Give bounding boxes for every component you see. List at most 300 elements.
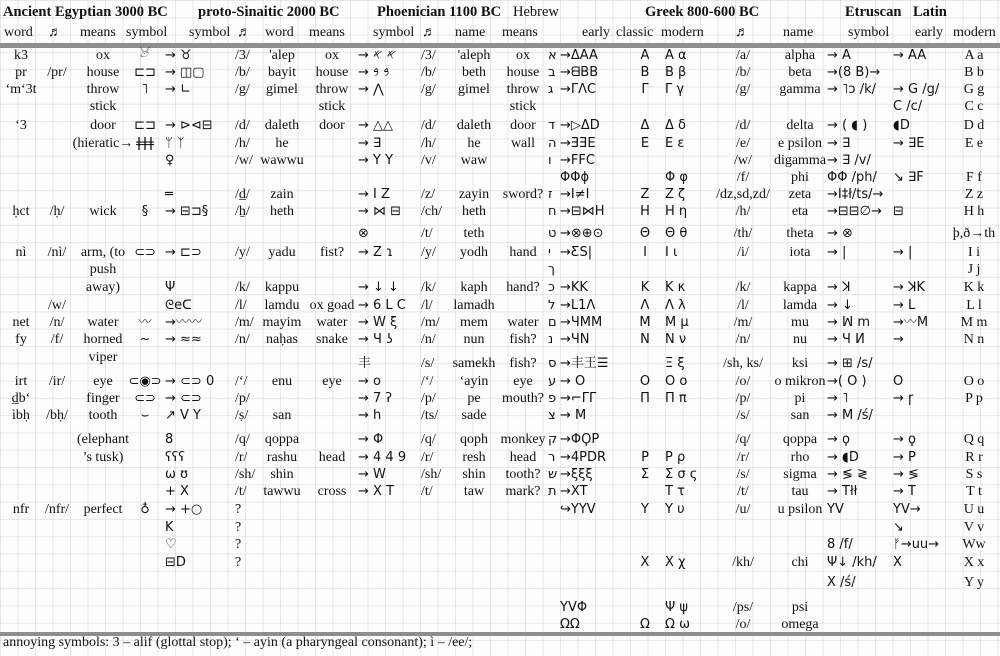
et-symbol-icon: → M /ś/ [827, 408, 873, 423]
header-ps-means: means [309, 25, 345, 40]
ps-sound: /k/ [235, 280, 250, 295]
table-row [0, 117, 1000, 134]
table-row [0, 373, 1000, 390]
ps-symbol-icon: → ⊟⊐§ [165, 204, 209, 219]
table-row [0, 407, 1000, 424]
et-symbol-icon: → ˥ [827, 391, 849, 406]
he-name: ‘ayin [459, 374, 489, 389]
ph-sound: /‘/ [421, 374, 434, 389]
ps-means: cross [317, 484, 347, 499]
gr-early-icon: → M [560, 408, 587, 423]
header-he-name: name [455, 25, 486, 40]
la-modern: I i [967, 245, 981, 260]
table-row [0, 244, 1000, 261]
gr-modern: Υ υ [665, 502, 685, 517]
eg-means: eye [93, 374, 113, 389]
table-row [0, 483, 1000, 500]
la-modern: O o [963, 374, 985, 389]
gr-classic: Θ [639, 226, 651, 241]
header-la-modern: modern [953, 25, 996, 40]
ps-symbol-icon: ═ [165, 187, 173, 202]
gr-sound: /dz,sd,zd/ [716, 187, 770, 202]
eg-sound: /nì/ [47, 245, 67, 260]
he-means: head [509, 450, 537, 465]
eg-hieroglyph-icon: ⊂◉⊃ [128, 374, 162, 389]
he-means: door [510, 118, 536, 133]
eg-word: ḥct [12, 204, 30, 219]
ps-symbol-icon: K [165, 520, 174, 535]
he-letter: ש [548, 467, 558, 482]
eg-hieroglyph-icon: ⊏⊐ [134, 118, 156, 133]
gr-early-icon: →⊟⋈H [560, 204, 605, 219]
ph-sound: /q/ [421, 432, 436, 447]
la-modern: U u [963, 502, 985, 517]
gr-name: phi [791, 170, 809, 185]
eg-sound: /ir/ [48, 374, 66, 389]
section-titles [0, 4, 1000, 24]
ps-sound: /l/ [235, 298, 247, 313]
he-name: sade [461, 408, 487, 423]
gr-name: zeta [788, 187, 812, 202]
he-letter: ק [548, 432, 558, 447]
gr-early-icon: →XT [560, 484, 588, 499]
table-row [0, 519, 1000, 536]
gr-modern: Σ σ ς [665, 467, 698, 482]
eg-word: nì [15, 245, 27, 260]
eg-sound: /bḥ/ [46, 408, 68, 423]
ps-means: fist? [319, 245, 345, 260]
ps-means: head [318, 450, 346, 465]
he-means: water [507, 315, 539, 330]
gr-modern: Β β [665, 65, 687, 80]
table-row [0, 81, 1000, 98]
gr-early-icon: →⊗⊕⊙ [560, 226, 604, 241]
et-symbol-icon: → ⊗ [827, 226, 853, 241]
et-symbol-icon: → ꟽ m [827, 315, 871, 330]
ps-symbol-icon: + X [165, 484, 189, 499]
gr-early-icon: →4PDR [560, 450, 607, 465]
la-modern: M m [960, 315, 988, 330]
gr-sound: /w/ [734, 153, 752, 168]
title-etruscan: Etruscan [845, 4, 902, 20]
gr-name: beta [788, 65, 812, 80]
la-early-icon: O [893, 374, 904, 389]
gr-name: eta [791, 204, 809, 219]
la-early-icon: ᚠ→uu→ [893, 537, 940, 552]
ps-word: zain [270, 187, 294, 202]
he-name: he [467, 136, 481, 151]
ph-symbol-icon: → Φ [358, 432, 384, 447]
la-early-icon: ⊟ [893, 204, 904, 219]
eg-means: ’s tusk) [82, 450, 124, 465]
gr-modern: Α α [665, 48, 687, 63]
eg-means: viper [88, 350, 118, 365]
he-name: lamadh [453, 298, 495, 313]
eg-sound: /f/ [50, 332, 64, 347]
he-letter: ר [548, 450, 556, 465]
he-name: daleth [456, 118, 492, 133]
la-early-icon: → ꓘK [893, 280, 926, 295]
table-row [0, 466, 1000, 483]
ps-means: ox [325, 48, 339, 63]
ph-sound: /p/ [421, 391, 436, 406]
gr-modern: Ο ο [665, 374, 688, 389]
gr-early-icon: →ƎƎE [560, 136, 596, 151]
he-name: samekh [452, 356, 496, 371]
he-means: ox [516, 48, 530, 63]
ps-sound: /m/ [235, 315, 254, 330]
he-letter: צ [548, 408, 556, 423]
he-name: taw [463, 484, 485, 499]
ph-symbol-icon: ⊗ [358, 226, 369, 241]
et-symbol-icon: → ◖D [827, 450, 859, 465]
la-early-icon: ↘ ∃F [893, 170, 924, 185]
la-modern: T t [966, 484, 982, 499]
gr-early-icon: →FFC [560, 153, 595, 168]
gr-sound: /q/ [735, 432, 751, 447]
eg-hieroglyph-icon: ⊂⊃ [134, 391, 156, 406]
table-row [0, 169, 1000, 186]
table-row [0, 431, 1000, 448]
he-letter: ח [548, 204, 557, 219]
gr-name: psi [791, 600, 809, 615]
ps-word: enu [271, 374, 293, 389]
he-means: mouth? [502, 391, 544, 406]
et-symbol-icon: → | [827, 245, 847, 260]
gr-early-icon: →ЧMM [560, 315, 603, 330]
gr-classic: I [643, 245, 647, 260]
ps-symbol-icon: → ◫▢ [165, 65, 205, 80]
eg-word: pr [15, 65, 27, 80]
eg-means: ox [96, 48, 110, 63]
ph-sound: /l/ [421, 298, 433, 313]
ph-sound: /s/ [421, 356, 435, 371]
gr-modern: Δ δ [665, 118, 686, 133]
ph-sound: /ts/ [421, 408, 439, 423]
gr-name: o mikron [774, 374, 826, 389]
ph-symbol-icon: → W ξ [358, 315, 398, 330]
ps-symbol-icon: → ⊂⊃ [165, 391, 202, 406]
ps-word: rashu [266, 450, 298, 465]
he-letter: י [548, 245, 551, 260]
table-row [0, 355, 1000, 372]
la-modern: þ,ð→th [952, 226, 996, 241]
gr-name: chi [791, 555, 809, 570]
ps-sound: /ṣ/ [235, 408, 249, 423]
ps-word: bayit [268, 65, 296, 80]
ps-sound: /t/ [235, 484, 247, 499]
ps-symbol-icon: ↗ V Y [165, 408, 201, 423]
la-modern: C c [964, 99, 984, 114]
la-early-icon: → T [893, 484, 916, 499]
gr-classic: H [640, 204, 650, 219]
ps-sound: /ẖ/ [235, 204, 250, 219]
eg-hieroglyph-icon: § [141, 204, 149, 219]
eg-means: stick [89, 99, 117, 114]
ps-means: water [316, 315, 348, 330]
header-ps-sound: ♬ [237, 25, 251, 40]
he-letter: ד [548, 118, 556, 133]
ps-sound: /d/ [235, 118, 250, 133]
gr-sound: /sh, ks/ [723, 356, 763, 371]
gr-modern: Π π [665, 391, 687, 406]
he-letter: א [548, 48, 557, 63]
ps-sound: /d̲/ [235, 187, 250, 202]
table-row [0, 98, 1000, 115]
ps-sound: ? [235, 537, 242, 552]
ps-sound: /n/ [235, 332, 250, 347]
gr-early-icon: →⌐ΓΓ [560, 391, 597, 406]
gr-classic: N [640, 332, 650, 347]
gr-sound: /u/ [735, 502, 751, 517]
gr-modern: Ψ ψ [665, 600, 688, 615]
eg-means: tooth [88, 408, 118, 423]
eg-hieroglyph-icon: ˥ [141, 82, 149, 97]
et-symbol-icon: ΦΦ /ph/ [827, 170, 877, 185]
gr-name: u psilon [777, 502, 823, 517]
eg-hieroglyph-icon: ǂǂǂ [136, 136, 154, 151]
la-early-icon: → [893, 332, 904, 347]
header-ps-symbol: symbol [189, 25, 231, 40]
ps-sound: /sh/ [235, 467, 256, 482]
ph-sound: /g/ [421, 82, 436, 97]
la-early-icon: →〰M [893, 315, 929, 330]
gr-classic: Λ [640, 298, 650, 313]
gr-name: nu [793, 332, 807, 347]
gr-name: pi [794, 391, 806, 406]
gr-sound: /h/ [735, 204, 751, 219]
eg-word: fy [15, 332, 27, 347]
he-name: shin [462, 467, 486, 482]
table-row [0, 297, 1000, 314]
gr-sound: /e/ [736, 136, 750, 151]
he-letter: פ [548, 391, 557, 406]
la-modern: F f [966, 170, 982, 185]
he-means: hand? [506, 280, 540, 295]
gr-early-icon: → O [560, 374, 586, 389]
gr-early-icon: ΩΩ [560, 617, 580, 632]
gr-early-icon: →丰王☰ [560, 356, 609, 371]
ph-symbol-icon: → o [358, 374, 381, 389]
ps-symbol-icon: ⊟D [165, 555, 186, 570]
he-letter: ע [548, 374, 557, 389]
et-symbol-icon: → ˥ↄ /k/ [827, 82, 876, 97]
gr-sound: /r/ [736, 450, 750, 465]
ps-means: eye [322, 374, 342, 389]
la-early-icon: → ≶ [893, 467, 919, 482]
et-symbol-icon: YV [827, 502, 844, 517]
gr-early-icon: →KK [560, 280, 588, 295]
la-modern: Ww [962, 537, 986, 552]
table-row [0, 186, 1000, 203]
ps-word: gimel [266, 82, 298, 97]
gr-early-icon: →ΓΛC [560, 82, 597, 97]
ps-word: wawwu [260, 153, 304, 168]
eg-sound: /nfr/ [44, 502, 70, 517]
la-early-icon: → ϙ [893, 432, 916, 447]
eg-sound: /n/ [49, 315, 65, 330]
ph-sound: /d/ [421, 118, 436, 133]
gr-name: iota [789, 245, 811, 260]
ph-sound: /t/ [421, 484, 433, 499]
et-symbol-icon: → ꓘ [827, 280, 851, 295]
he-means: tooth? [505, 467, 541, 482]
gr-sound: /n/ [735, 332, 751, 347]
table-row [0, 135, 1000, 152]
gr-sound: /p/ [735, 391, 751, 406]
ph-symbol-icon: → 𐤁 𐤁 [358, 65, 390, 80]
la-modern: B b [964, 65, 984, 80]
he-letter: ו [548, 153, 552, 168]
la-modern: S s [965, 467, 983, 482]
ps-sound: /y/ [235, 245, 250, 260]
header-eg-sound: ♬ [48, 25, 62, 40]
table-row [0, 449, 1000, 466]
ps-word: naḥas [266, 332, 298, 347]
la-early-icon: → ɼ [893, 391, 914, 406]
ph-sound: /h/ [421, 136, 436, 151]
ps-word: shin [270, 467, 294, 482]
ph-sound: /3/ [421, 48, 436, 63]
gr-modern: Τ τ [665, 484, 685, 499]
header-ps-word: word [265, 25, 294, 40]
eg-means: house [86, 65, 120, 80]
ph-sound: /t/ [421, 226, 433, 241]
header-he-means: means [502, 25, 538, 40]
gr-classic: Z [640, 187, 650, 202]
gr-sound: /s/ [736, 408, 750, 423]
table-row [0, 152, 1000, 169]
ps-sound: ? [235, 520, 242, 535]
gr-early-icon: →ΦϘP [560, 432, 600, 447]
gr-classic: Δ [640, 118, 650, 133]
he-letter: ט [548, 226, 557, 241]
eg-hieroglyph-icon: ♁ [140, 502, 150, 517]
ps-means: throw [315, 82, 349, 97]
ps-symbol-icon: Ψ [165, 280, 176, 295]
title-phoenician: Phoenician 1100 BC [377, 4, 502, 20]
gr-early-icon: ΦΦɸ [560, 170, 590, 185]
header-eg-means: means [80, 25, 116, 40]
ph-symbol-icon: → W [358, 467, 386, 482]
la-early-icon: ◖D [893, 118, 910, 133]
header-et-symbol: symbol [848, 25, 890, 40]
ph-symbol-icon: → ↓ ↓ [358, 280, 399, 295]
gr-early-icon: →ƸS| [560, 245, 593, 260]
la-modern: N n [963, 332, 985, 347]
la-early-icon: → | [893, 245, 913, 260]
ps-word: 'alep [269, 48, 295, 63]
gr-name: e psilon [778, 136, 822, 151]
header-eg-symbol: symbol [126, 25, 168, 40]
ps-symbol-icon: → ⊏⊃ [165, 245, 202, 260]
eg-sound: /pr/ [47, 65, 67, 80]
la-modern: Q q [963, 432, 985, 447]
table-row [0, 599, 1000, 616]
et-symbol-icon: → ∃ [827, 136, 851, 151]
gr-early-icon: →ᗺBB [560, 65, 599, 80]
ph-sound: /v/ [421, 153, 436, 168]
ps-symbol-icon: ᛘ ᛉ [165, 136, 185, 151]
ps-word: qoppa [264, 432, 300, 447]
gr-name: kappa [783, 280, 817, 295]
table-row [0, 64, 1000, 81]
et-symbol-icon: X /ś/ [827, 575, 856, 590]
et-symbol-icon: →⊟⊟∅→ [827, 204, 882, 219]
gr-name: qoppa [782, 432, 818, 447]
ps-symbol-icon: → ⊳⊲⊟ [165, 118, 213, 133]
ps-word: yadu [268, 245, 296, 260]
gr-name: theta [786, 226, 814, 241]
ph-symbol-icon: → Ч ʖ [358, 332, 393, 347]
la-early-icon: → L [893, 298, 916, 313]
he-means: fish? [509, 332, 537, 347]
la-modern: K k [963, 280, 985, 295]
gr-classic: E [640, 136, 650, 151]
et-symbol-icon: → ( ◖ ) [827, 118, 868, 133]
ps-symbol-icon: → ⊂⊃ 0 [165, 374, 215, 389]
table-row [0, 331, 1000, 348]
he-name: heth [461, 204, 487, 219]
he-means: eye [513, 374, 533, 389]
title-hebrew: Hebrew [513, 4, 559, 20]
et-symbol-icon: → ∃ /v/ [827, 153, 871, 168]
ps-sound: /‘/ [235, 374, 248, 389]
title-latin: Latin [913, 4, 947, 20]
et-symbol-icon: →I‡ł/ts/→ [827, 187, 884, 202]
la-modern: E e [964, 136, 984, 151]
header-gr-name: name [783, 25, 814, 40]
table-row [0, 554, 1000, 571]
eg-means: away) [85, 280, 121, 295]
he-name: teth [463, 226, 485, 241]
gr-modern: Λ λ [665, 298, 686, 313]
he-name: waw [460, 153, 488, 168]
eg-hieroglyph-icon: ~ [139, 332, 151, 347]
et-symbol-icon: 8 /f/ [827, 537, 853, 552]
he-name: kaph [460, 280, 488, 295]
ph-symbol-icon: 丰 [358, 356, 372, 371]
gr-name: alpha [784, 48, 816, 63]
he-letter: ב [548, 65, 556, 80]
ph-sound: /n/ [421, 332, 436, 347]
ps-sound: /h/ [235, 136, 250, 151]
eg-hieroglyph-icon: ⊏⊐ [134, 65, 156, 80]
he-letter: כ [548, 280, 555, 295]
gr-sound: /f/ [736, 170, 750, 185]
et-symbol-icon: → ≶ ≷ [827, 467, 868, 482]
ph-symbol-icon: → Y Y [358, 153, 394, 168]
he-means: monkey [500, 432, 546, 447]
ps-sound: /w/ [235, 153, 253, 168]
header-ph-symbol: symbol [373, 25, 415, 40]
gr-early-icon: →ξξξ [560, 467, 593, 482]
la-modern: A a [964, 48, 984, 63]
header-gr-sound: ♬ [735, 25, 749, 40]
la-early-icon: → P [893, 450, 916, 465]
ph-sound: /sh/ [421, 467, 442, 482]
gr-sound: /d/ [735, 118, 751, 133]
ph-sound: /k/ [421, 280, 436, 295]
he-name: gimel [458, 82, 490, 97]
eg-word: ‘m‘3t [5, 82, 37, 97]
ps-means: house [315, 65, 349, 80]
gr-sound: /t/ [737, 484, 749, 499]
he-letter: ס [548, 356, 557, 371]
gr-modern: Ξ ξ [665, 356, 685, 371]
table-row [0, 47, 1000, 64]
gr-sound: /ps/ [732, 600, 754, 615]
